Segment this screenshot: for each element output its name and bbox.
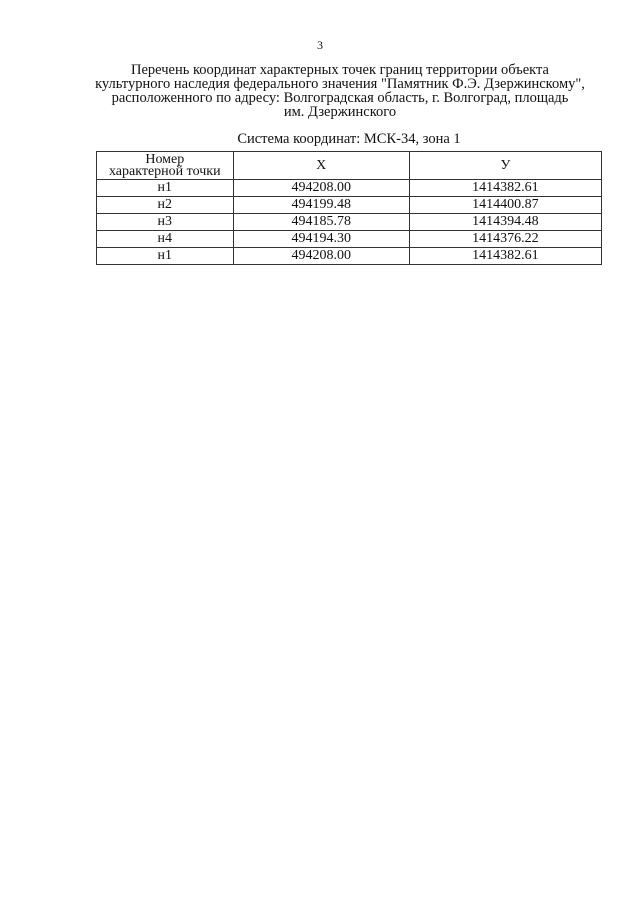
cell-y: 1414394.48 — [409, 214, 601, 231]
title-line: Перечень координат характерных точек границ территории объекта — [131, 62, 549, 78]
cell-point: н4 — [97, 231, 234, 248]
cell-point: н1 — [97, 180, 234, 197]
cell-y: 1414382.61 — [409, 180, 601, 197]
title-line: культурного наследия федерального значения "Памятник Ф.Э. Дзержинскому", — [95, 76, 585, 92]
cell-x: 494208.00 — [233, 248, 409, 265]
cell-point: н1 — [97, 248, 234, 265]
title-line: расположенного по адресу: Волгоградская область, г. Волгоград, площадь — [111, 90, 569, 106]
cell-y: 1414400.87 — [409, 197, 601, 214]
table-row — [97, 231, 602, 248]
header-y: У — [409, 152, 601, 180]
cell-x: 494194.30 — [233, 231, 409, 248]
table-row — [97, 248, 602, 265]
header-point-number — [97, 152, 234, 180]
table-row — [97, 180, 602, 197]
cell-y: 1414376.22 — [409, 231, 601, 248]
table-row — [97, 214, 602, 231]
cell-x: 494208.00 — [233, 180, 409, 197]
title-line: им. Дзержинского — [283, 104, 397, 120]
document-title — [70, 63, 610, 119]
header-point-line1: Номер — [145, 151, 185, 167]
cell-point: н2 — [97, 197, 234, 214]
cell-x: 494199.48 — [233, 197, 409, 214]
page-number: 3 — [317, 38, 323, 52]
coordinates-table — [96, 151, 602, 265]
table-row — [97, 197, 602, 214]
header-point-line2: характерной точки — [108, 163, 221, 179]
table-header-row — [97, 152, 602, 180]
cell-point: н3 — [97, 214, 234, 231]
coordinate-system-caption: Система координат: МСК-34, зона 1 — [237, 131, 461, 147]
cell-y: 1414382.61 — [409, 248, 601, 265]
header-x: X — [233, 152, 409, 180]
cell-x: 494185.78 — [233, 214, 409, 231]
